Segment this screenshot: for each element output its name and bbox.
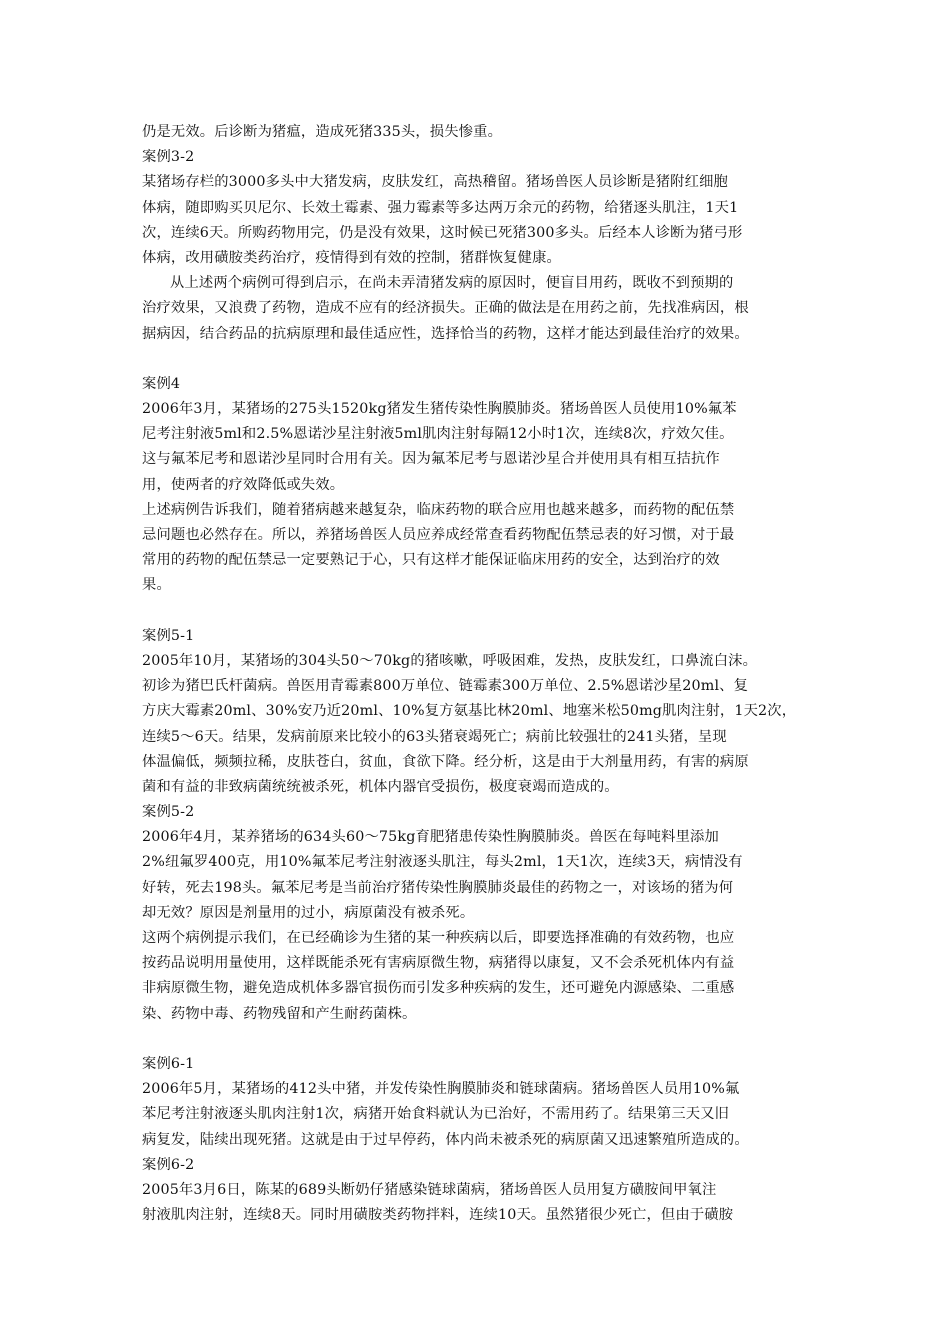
text-line: 尼考注射液5ml和2.5%恩诺沙星注射液5ml肌肉注射每隔12小时1次，连续8次，疗效欠佳。 (142, 426, 734, 443)
text-line: 病复发，陆续出现死猪。这就是由于过早停药，体内尚未被杀死的病原菌又迅速繁殖所造成的。 (142, 1131, 749, 1148)
text-line: 体病，随即购买贝尼尔、长效土霉素、强力霉素等多达两万余元的药物，给猪逐头肌注，1天1 (142, 199, 739, 216)
text-line: 常用的药物的配伍禁忌一定要熟记于心，只有这样才能保证临床用药的安全，达到治疗的效 (142, 552, 720, 569)
text-line: 这与氟苯尼考和恩诺沙星同时合用有关。因为氟苯尼考与恩诺沙星合并使用具有相互拮抗作 (142, 451, 720, 468)
text-line: 体温偏低，频频拉稀，皮肤苍白，贫血，食欲下降。经分析，这是由于大剂量用药，有害的病原 (142, 753, 749, 770)
text-line: 射液肌肉注射，连续8天。同时用磺胺类药物拌料，连续10天。虽然猪很少死亡，但由于磺胺 (142, 1207, 734, 1224)
text-line: 2006年5月，某猪场的412头中猪，并发传染性胸膜肺炎和链球菌病。猪场兽医人员用10%氟 (142, 1081, 740, 1098)
text-line: 上述病例告诉我们，随着猪病越来越复杂，临床药物的联合应用也越来越多，而药物的配伍禁 (142, 501, 735, 518)
text-line: 案例6-2 (142, 1156, 195, 1173)
text-line: 2%纽氟罗400克，用10%氟苯尼考注射液逐头肌注，每头2ml，1天1次，连续3天，病情没有 (142, 854, 743, 871)
blank-line (142, 347, 822, 372)
text-line: 好转，死去198头。氟苯尼考是当前治疗猪传染性胸膜肺炎最佳的药物之一，对该场的猪为何 (142, 879, 734, 896)
text-line: 2006年4月，某养猪场的634头60～75kg育肥猪患传染性胸膜肺炎。兽医在每吨料里添加 (142, 829, 719, 846)
text-line: 治疗效果，又浪费了药物，造成不应有的经济损失。正确的做法是在用药之前，先找准病因，根 (142, 300, 749, 317)
text-line: 果。 (142, 577, 171, 594)
text-line: 2005年10月，某猪场的304头50～70kg的猪咳嗽，呼吸困难，发热，皮肤发红，口鼻流白沫。 (142, 652, 758, 669)
text-line: 2006年3月，某猪场的275头1520kg猪发生猪传染性胸膜肺炎。猪场兽医人员使用10%氟苯 (142, 401, 737, 418)
text-line: 用，使两者的疗效降低或失效。 (142, 476, 345, 493)
text-line: 这两个病例提示我们，在已经确诊为生猪的某一种疾病以后，即要选择准确的有效药物，也应 (142, 930, 735, 946)
text-line: 据病因，结合药品的抗病原理和最佳适应性，选择恰当的药物，这样才能达到最佳治疗的效果。 (142, 325, 749, 342)
text-line: 案例5-1 (142, 627, 195, 644)
text-line: 某猪场存栏的3000多头中大猪发病，皮肤发红，高热稽留。猪场兽医人员诊断是猪附红细胞 (142, 174, 728, 191)
text-line: 按药品说明用量使用，这样既能杀死有害病原微生物，病猪得以康复，又不会杀死机体内有益 (142, 955, 735, 972)
text-line: 染、药物中毒、药物残留和产生耐药菌株。 (142, 1005, 417, 1022)
text-line: 仍是无效。后诊断为猪瘟，造成死猪335头，损失惨重。 (142, 124, 503, 140)
text-line: 案例3-2 (142, 149, 195, 166)
text-line: 体病，改用磺胺类药治疗，疫情得到有效的控制，猪群恢复健康。 (142, 249, 561, 266)
text-line: 次，连续6天。所购药物用完，仍是没有效果，这时候已死猪300多头。后经本人诊断为猪弓形 (142, 224, 743, 241)
text-line: 菌和有益的非致病菌统统被杀死，机体内器官受损伤，极度衰竭而造成的。 (142, 778, 619, 795)
text-line: 案例4 (142, 375, 181, 392)
text-line: 初诊为猪巴氏杆菌病。兽医用青霉素800万单位、链霉素300万单位、2.5%恩诺沙星20ml、复 (142, 678, 749, 695)
blank-line (142, 599, 822, 624)
text-line: 却无效？原因是剂量用的过小，病原菌没有被杀死。 (142, 904, 475, 921)
text-line: 苯尼考注射液逐头肌肉注射1次，病猪开始食料就认为已治好，不需用药了。结果第三天又旧 (142, 1106, 730, 1123)
text-line: 忌问题也必然存在。所以，养猪场兽医人员应养成经常查看药物配伍禁忌表的好习惯，对于最 (142, 527, 735, 543)
text-line: 2005年3月6日，陈某的689头断奶仔猪感染链球菌病，猪场兽医人员用复方磺胺间甲氧注 (142, 1181, 717, 1198)
text-line: 非病原微生物，避免造成机体多器官损伤而引发多种疾病的发生，还可避免内源感染、二重感 (142, 980, 735, 997)
text-line: 案例6-1 (142, 1055, 195, 1072)
document-page (142, 120, 822, 1228)
text-line: 从上述两个病例可得到启示，在尚未弄清猪发病的原因时，便盲目用药，既收不到预期的 (170, 275, 734, 292)
text-line: 连续5～6天。结果，发病前原来比较小的63头猪衰竭死亡；病前比较强壮的241头猪，呈现 (142, 728, 727, 745)
text-line: 方庆大霉素20ml、30%安乃近20ml、10%复方氨基比林20ml、地塞米松50mg肌肉注射，1天2次， (142, 703, 797, 720)
blank-line (142, 1027, 822, 1052)
text-line: 案例5-2 (142, 804, 195, 821)
